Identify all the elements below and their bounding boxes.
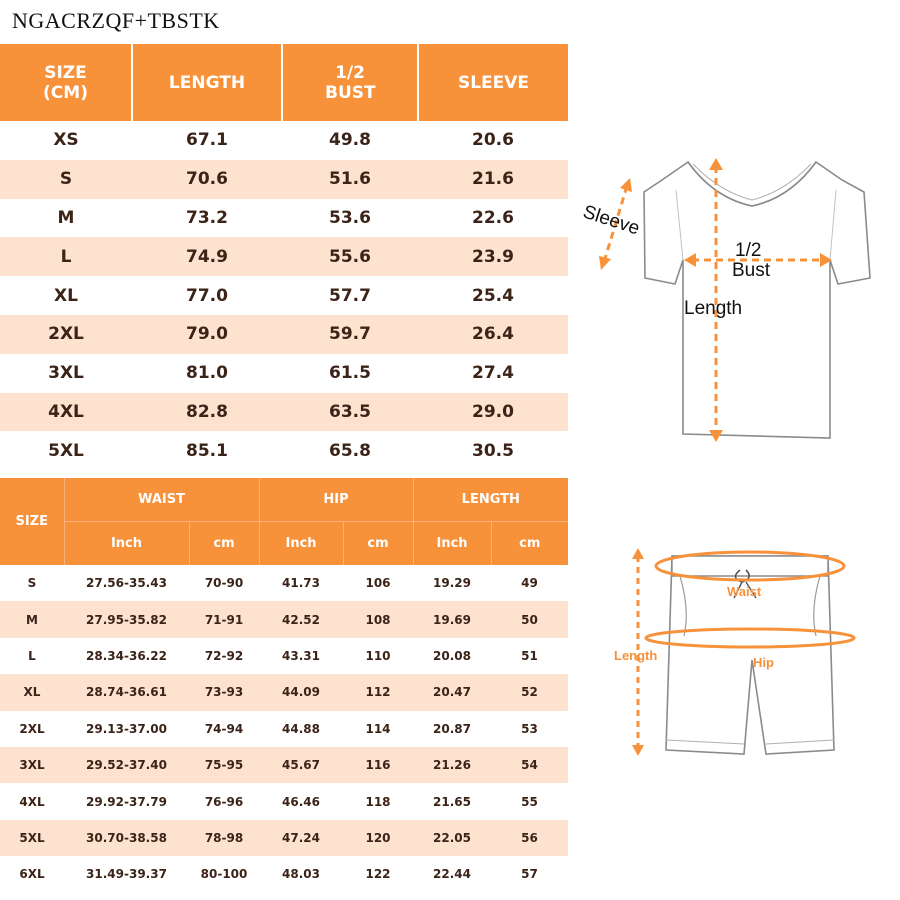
header-size: SIZE (0, 478, 64, 565)
cell-waist-cm: 70-90 (189, 565, 259, 601)
cell-length: 77.0 (132, 276, 282, 315)
cell-sleeve: 25.4 (418, 276, 568, 315)
cell-waist-cm: 74-94 (189, 711, 259, 747)
cell-length-cm: 53 (491, 711, 568, 747)
cell-size: 3XL (0, 747, 64, 783)
length-label: Length (614, 648, 658, 663)
table-row (0, 160, 568, 199)
cell-sleeve: 20.6 (418, 121, 568, 160)
shorts-size-table (0, 478, 568, 893)
cell-size: S (0, 565, 64, 601)
tshirt-diagram (580, 150, 890, 450)
cell-sleeve: 26.4 (418, 315, 568, 354)
cell-length-cm: 57 (491, 856, 568, 892)
cell-sleeve: 29.0 (418, 393, 568, 432)
cell-length-cm: 51 (491, 638, 568, 674)
cell-size: 4XL (0, 783, 64, 819)
cell-hip-cm: 112 (343, 674, 413, 710)
cell-bust: 65.8 (282, 431, 418, 470)
cell-waist-cm: 78-98 (189, 820, 259, 856)
shirt-table-header-row (0, 44, 568, 121)
cell-length-cm: 55 (491, 783, 568, 819)
cell-sleeve: 27.4 (418, 354, 568, 393)
header-size: SIZE (CM) (0, 44, 132, 121)
table-row (0, 565, 568, 601)
cell-size: L (0, 638, 64, 674)
cell-size: S (0, 160, 132, 199)
cell-size: M (0, 199, 132, 238)
cell-hip-cm: 114 (343, 711, 413, 747)
cell-length: 67.1 (132, 121, 282, 160)
cell-waist-cm: 72-92 (189, 638, 259, 674)
cell-waist-inch: 27.95-35.82 (64, 601, 189, 637)
cell-waist-cm: 71-91 (189, 601, 259, 637)
unit-waist-cm: cm (189, 522, 259, 566)
cell-waist-inch: 28.74-36.61 (64, 674, 189, 710)
cell-size: 2XL (0, 315, 132, 354)
cell-hip-cm: 106 (343, 565, 413, 601)
table-row (0, 237, 568, 276)
cell-waist-cm: 75-95 (189, 747, 259, 783)
table-row (0, 315, 568, 354)
table-row (0, 856, 568, 892)
cell-length-inch: 21.26 (413, 747, 491, 783)
cell-size: L (0, 237, 132, 276)
cell-bust: 61.5 (282, 354, 418, 393)
shirt-size-table (0, 44, 568, 470)
header-waist: WAIST (64, 478, 259, 522)
table-row (0, 393, 568, 432)
bust-label-line2: Bust (732, 260, 771, 281)
cell-length-inch: 20.08 (413, 638, 491, 674)
cell-bust: 49.8 (282, 121, 418, 160)
cell-length-inch: 22.05 (413, 820, 491, 856)
cell-hip-inch: 41.73 (259, 565, 343, 601)
cell-sleeve: 21.6 (418, 160, 568, 199)
table-row (0, 431, 568, 470)
cell-length: 85.1 (132, 431, 282, 470)
cell-size: 3XL (0, 354, 132, 393)
unit-length-cm: cm (491, 522, 568, 566)
cell-hip-inch: 44.09 (259, 674, 343, 710)
unit-length-inch: Inch (413, 522, 491, 566)
cell-bust: 57.7 (282, 276, 418, 315)
cell-waist-cm: 76-96 (189, 783, 259, 819)
cell-length-cm: 49 (491, 565, 568, 601)
cell-waist-cm: 80-100 (189, 856, 259, 892)
table-row (0, 121, 568, 160)
cell-hip-inch: 47.24 (259, 820, 343, 856)
table-row (0, 747, 568, 783)
table-row (0, 820, 568, 856)
table-row (0, 638, 568, 674)
cell-waist-inch: 29.92-37.79 (64, 783, 189, 819)
cell-size: M (0, 601, 64, 637)
unit-hip-cm: cm (343, 522, 413, 566)
cell-hip-inch: 43.31 (259, 638, 343, 674)
header-bust: 1/2 BUST (282, 44, 418, 121)
shorts-diagram (600, 540, 890, 770)
brand-title: NGACRZQF+TBSTK (12, 8, 220, 33)
cell-bust: 59.7 (282, 315, 418, 354)
cell-length-cm: 56 (491, 820, 568, 856)
header-hip: HIP (259, 478, 413, 522)
cell-length-inch: 20.87 (413, 711, 491, 747)
cell-size: 2XL (0, 711, 64, 747)
cell-sleeve: 23.9 (418, 237, 568, 276)
cell-length-inch: 22.44 (413, 856, 491, 892)
cell-size: XL (0, 674, 64, 710)
cell-size: XL (0, 276, 132, 315)
cell-hip-cm: 110 (343, 638, 413, 674)
shorts-table-unit-row (0, 522, 568, 566)
bust-label-line1: 1/2 (735, 240, 762, 261)
header-length: LENGTH (413, 478, 568, 522)
cell-length: 82.8 (132, 393, 282, 432)
cell-hip-inch: 48.03 (259, 856, 343, 892)
cell-hip-cm: 118 (343, 783, 413, 819)
table-row (0, 601, 568, 637)
table-row (0, 783, 568, 819)
cell-bust: 51.6 (282, 160, 418, 199)
length-label: Length (684, 298, 743, 319)
cell-length: 73.2 (132, 199, 282, 238)
unit-hip-inch: Inch (259, 522, 343, 566)
cell-hip-inch: 45.67 (259, 747, 343, 783)
table-row (0, 276, 568, 315)
cell-length-cm: 52 (491, 674, 568, 710)
cell-size: 5XL (0, 431, 132, 470)
table-row (0, 711, 568, 747)
cell-length-inch: 21.65 (413, 783, 491, 819)
cell-length: 70.6 (132, 160, 282, 199)
cell-waist-inch: 29.13-37.00 (64, 711, 189, 747)
unit-waist-inch: Inch (64, 522, 189, 566)
cell-waist-inch: 30.70-38.58 (64, 820, 189, 856)
cell-length: 81.0 (132, 354, 282, 393)
cell-waist-cm: 73-93 (189, 674, 259, 710)
cell-size: 5XL (0, 820, 64, 856)
sleeve-label: Sleeve (580, 201, 643, 240)
cell-length: 74.9 (132, 237, 282, 276)
cell-size: 6XL (0, 856, 64, 892)
header-sleeve: SLEEVE (418, 44, 568, 121)
table-row (0, 199, 568, 238)
cell-bust: 55.6 (282, 237, 418, 276)
cell-bust: 63.5 (282, 393, 418, 432)
cell-waist-inch: 28.34-36.22 (64, 638, 189, 674)
cell-size: 4XL (0, 393, 132, 432)
cell-length-cm: 54 (491, 747, 568, 783)
cell-size: XS (0, 121, 132, 160)
cell-sleeve: 22.6 (418, 199, 568, 238)
table-row (0, 354, 568, 393)
hip-label: Hip (753, 655, 774, 670)
cell-waist-inch: 27.56-35.43 (64, 565, 189, 601)
cell-length-inch: 19.29 (413, 565, 491, 601)
cell-length-inch: 20.47 (413, 674, 491, 710)
cell-waist-inch: 29.52-37.40 (64, 747, 189, 783)
cell-length-cm: 50 (491, 601, 568, 637)
header-length: LENGTH (132, 44, 282, 121)
cell-waist-inch: 31.49-39.37 (64, 856, 189, 892)
cell-hip-cm: 120 (343, 820, 413, 856)
cell-bust: 53.6 (282, 199, 418, 238)
cell-hip-inch: 46.46 (259, 783, 343, 819)
cell-hip-cm: 108 (343, 601, 413, 637)
cell-length-inch: 19.69 (413, 601, 491, 637)
cell-length: 79.0 (132, 315, 282, 354)
shorts-table-group-row (0, 478, 568, 522)
cell-hip-inch: 44.88 (259, 711, 343, 747)
cell-hip-cm: 116 (343, 747, 413, 783)
cell-sleeve: 30.5 (418, 431, 568, 470)
table-row (0, 674, 568, 710)
waist-label: Waist (727, 584, 762, 599)
cell-hip-cm: 122 (343, 856, 413, 892)
cell-hip-inch: 42.52 (259, 601, 343, 637)
